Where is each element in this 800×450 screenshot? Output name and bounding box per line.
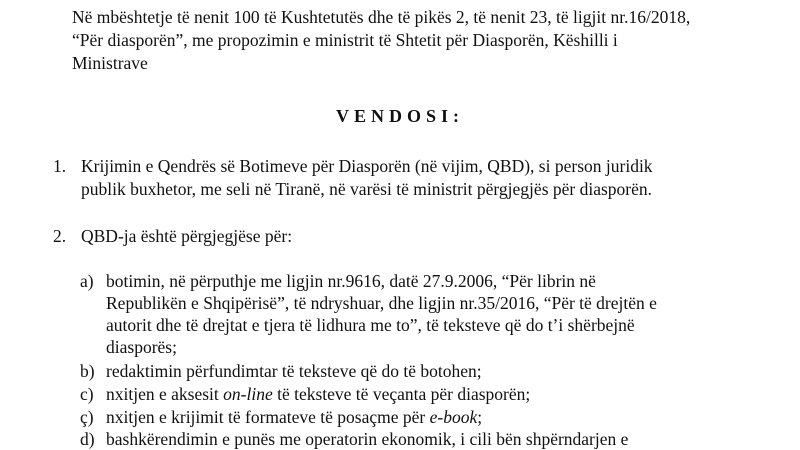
subitem-line: botimin, në përputhje me ligjin nr.9616, datë 27.9.2006, “Për librin në: [106, 271, 596, 291]
decision-heading: VENDOSI:: [335, 106, 464, 126]
subitem-text-part: nxitjen e aksesit: [106, 384, 224, 404]
subitem-letter: ç): [80, 407, 94, 427]
subitem-text: [106, 383, 738, 405]
subitem-text: [106, 360, 738, 382]
preamble-line: Në mbështetje të nenit 100 të Kushtetutës dhe të pikës 2, të nenit 23, të ligjit nr.16/2018,: [72, 7, 691, 27]
subitem-line: autorit dhe të drejtat e tjera të lidhura me to”, të teksteve që do t’i shërbejnë: [106, 315, 635, 335]
preamble-paragraph: [72, 6, 732, 75]
subitem-c: [80, 383, 740, 405]
subitem-italic-term: on-line: [223, 384, 273, 404]
subitem-letter: a): [80, 271, 94, 291]
item-number: 1.: [53, 156, 67, 176]
subitem-text-part: ;: [477, 407, 483, 427]
subitem-a: [80, 270, 740, 360]
numbered-item-1: [53, 155, 733, 205]
subitem-letter: b): [80, 361, 95, 381]
subitem-letter: d): [80, 429, 95, 449]
item-body: [81, 155, 731, 201]
item-line: Krijimin e Qendrës së Botimeve për Diasporën (në vijim, QBD), si person juridik: [81, 156, 653, 176]
subitem-text: [106, 428, 738, 450]
preamble-line: “Për diasporën”, me propozimin e ministrit të Shtetit për Diasporën, Këshilli i: [72, 30, 618, 50]
subitem-letter: c): [80, 384, 94, 404]
item-number: 2.: [53, 226, 67, 246]
subitem-line: bashkërendimin e punës me operatorin ekonomik, i cili bën shpërndarjen e: [106, 429, 629, 449]
subitem-c-cedilla: [80, 406, 740, 428]
subitem-line: redaktimin përfundimtar të teksteve që do të botohen;: [106, 361, 482, 381]
subitem-line: Republikën e Shqipërisë”, të ndryshuar, dhe ligjin nr.35/2016, “Për të drejtën e: [106, 293, 657, 313]
subitem-text-part: nxitjen e krijimit të formateve të posaçme për: [106, 407, 430, 427]
item-line: publik buxhetor, me seli në Tiranë, në varësi të ministrit përgjegjës për diasporën.: [81, 179, 653, 199]
numbered-item-2: [53, 225, 733, 249]
subitem-text-part: të teksteve të veçanta për diasporën;: [272, 384, 531, 404]
subitem-text: [106, 270, 738, 358]
subitem-text: [106, 406, 738, 428]
preamble-line: Ministrave: [72, 53, 148, 73]
subitem-d: [80, 428, 740, 450]
item-body: [81, 225, 292, 248]
item-line: QBD-ja është përgjegjëse për:: [81, 226, 293, 246]
subitem-line: diasporës;: [106, 337, 177, 357]
subitem-italic-term: e-book: [429, 407, 478, 427]
subitem-b: [80, 360, 740, 382]
